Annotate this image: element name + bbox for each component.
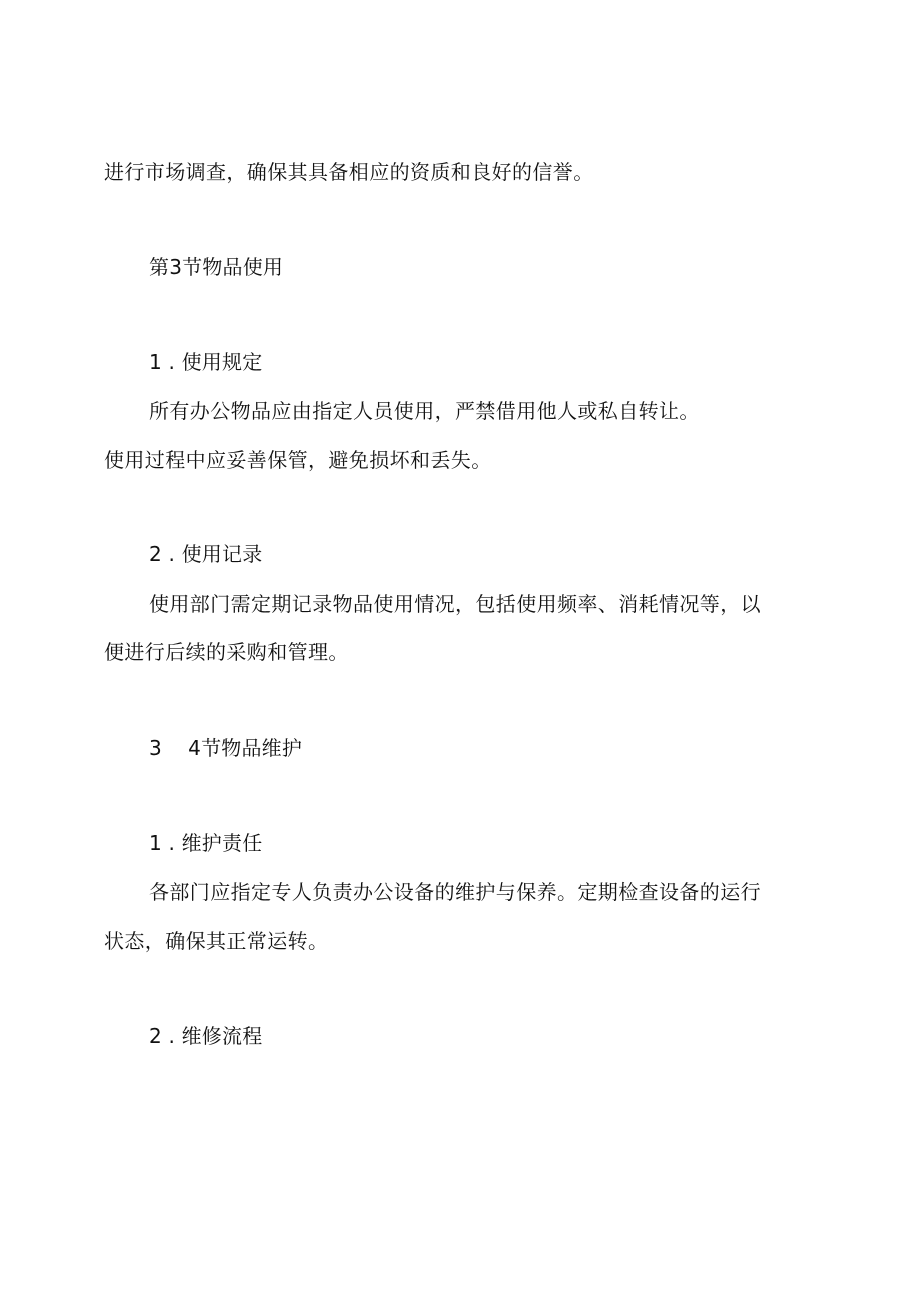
paragraph-line: 所有办公物品应由指定人员使用，严禁借用他人或私自转让。 (149, 399, 700, 423)
paragraph-line: 进行市场调查，确保其具备相应的资质和良好的信誉。 (104, 160, 594, 184)
subsection-heading: 1 . 维护责任 (149, 831, 263, 855)
paragraph-line: 便进行后续的采购和管理。 (104, 640, 349, 664)
paragraph-line: 使用过程中应妥善保管，避免损坏和丢失。 (104, 448, 492, 472)
section-heading: 3 4节物品维护 (149, 736, 303, 760)
section-heading: 第3节物品使用 (149, 255, 284, 279)
subsection-heading: 1 . 使用规定 (149, 350, 263, 374)
subsection-heading: 2 . 维修流程 (149, 1024, 263, 1048)
paragraph-line: 各部门应指定专人负责办公设备的维护与保养。定期检查设备的运行 (149, 880, 761, 904)
subsection-heading: 2 . 使用记录 (149, 542, 263, 566)
paragraph-line: 使用部门需定期记录物品使用情况，包括使用频率、消耗情况等，以 (149, 592, 761, 616)
paragraph-line: 状态，确保其正常运转。 (104, 929, 329, 953)
